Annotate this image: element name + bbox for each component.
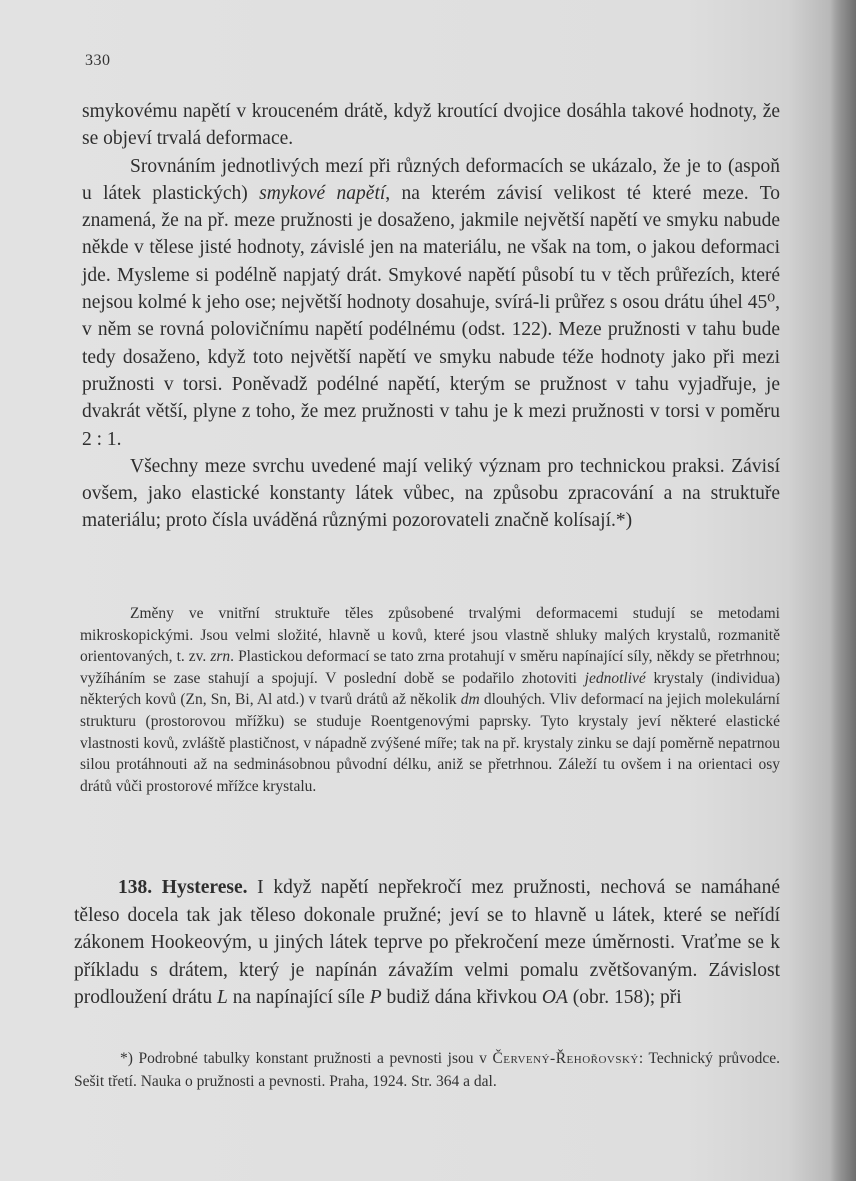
footnote-author: Červený-Řehořovský: [492, 1050, 639, 1067]
variable-L: L: [216, 987, 228, 1008]
paragraph-2-part-a: Srovnáním jednotlivých mezí při různých deformacích se ukázalo, že je to (aspoň u látek plastických): [82, 155, 780, 204]
footnote-part-a: *) Podrobné tabulky konstant pružnosti a pevnosti jsou v: [120, 1050, 493, 1067]
note-emphasis-dm: dm: [460, 691, 480, 709]
page-number: 330: [85, 52, 111, 69]
paragraph-1: smykovému napětí v krouceném drátě, když kroutící dvojice dosáhla takové hodnoty, že se objeví trvalá deformace.: [82, 101, 780, 150]
main-text: [82, 98, 780, 535]
footnote-part-b: : Technický průvodce. Sešit třetí. Nauka o pružnosti a pevnosti. Praha, 1924. Str. 364 a dal.: [74, 1050, 780, 1090]
variable-P: P: [369, 987, 382, 1008]
footnote: [74, 1048, 780, 1093]
section-138: [74, 874, 780, 1012]
page-binding-shadow: [830, 0, 856, 1181]
paragraph-3: Všechny meze svrchu uvedené mají veliký význam pro technickou praksi. Závisí ovšem, jako elastické konstanty látek vůbec, na způsobu zpracování a na struktuře materiálu; proto čísla uváděná různými pozorovateli značně kolísají.*): [82, 455, 780, 532]
paragraph-2: [82, 153, 780, 453]
footnote-paragraph: [74, 1048, 780, 1093]
variable-OA: OA: [541, 987, 568, 1008]
note-paragraph: [80, 603, 780, 797]
note-part-a: Změny ve vnitřní struktuře těles způsobené trvalými deformacemi studují se metodami mikroskopickými. Jsou velmi složité, hlavně u kovů, které jsou vlastně shluky malých krystalů, rozmanitě orientovaných, t. zv.: [80, 605, 780, 666]
paragraph-2-part-b: , na kterém závisí velikost té které meze. To znamená, že na př. meze pružnosti je dosaženo, jakmile největší napětí ve smyku nabude někde v tělese jisté hodnoty, závislé jen na materiálu, ne však na tom, o jakou deformaci jde. Mysleme si podélně napjatý drát. Smykové napětí působí tu v těch průřezích, které nejsou kolmé k jeho ose; největší hodnoty dosahuje, svírá-li průřez s osou drátu úhel 45⁰, v něm se rovná polovičnímu napětí podélnému (odst. 122). Meze pružnosti v tahu bude tedy dosaženo, když toto největší napětí ve smyku nabude téže hodnoty jako při mezi pružnosti v torsi. Poněvadž podélné napětí, kterým se pružnost v tahu vyjadřuje, je dvakrát větší, plyne z toho, že mez pružnosti v tahu je k mezi pružnosti v torsi v poměru 2 : 1.: [82, 182, 780, 450]
note-emphasis-jednotlive: jednotlivé: [584, 669, 646, 687]
emphasis-shear-stress: smykové napětí: [259, 182, 386, 204]
note-part-d: dlouhých. Vliv deformací na jejich molekulární strukturu (prostorovou mřížku) se studuje Roentgenovými paprsky. Tyto krystaly jeví některé elastické vlastnosti kovů, zvláště plastičnost, v nápadně zvýšené míře; tak na př. krystaly zinku se dají poměrně nepatrnou silou protáhnouti až na sedminásobnou původní délku, aniž se přetrhnou. Záleží tu ovšem i na orientaci osy drátů vůči prostorové mřížce krystalu.: [80, 691, 780, 795]
note-emphasis-zrn: zrn: [210, 648, 231, 666]
section-part-a: I když napětí nepřekročí mez pružnosti, nechová se namáhané těleso docela tak jak těleso dokonale pružné; jeví se to hlavně u látek, které se neřídí zákonem Hookeovým, u jiných látek teprve po překročení meze úměrnosti. Vraťme se k příkladu s drátem, který je napínán závažím velmi pomalu zvětšovaným. Závislost prodloužení drátu: [74, 877, 780, 1008]
section-part-c: budiž dána křivkou: [381, 987, 542, 1008]
small-print-note: [80, 603, 780, 797]
note-part-b: . Plastickou deformací se tato zrna protahují v směru napínající síly, někdy se přetrhnou; vyžíháním se zase stahují a spojují. V poslední době se podařilo zhotoviti: [80, 648, 781, 687]
section-part-d: (obr. 158); při: [567, 987, 682, 1008]
section-heading: 138. Hysterese.: [118, 877, 248, 898]
section-paragraph: [74, 874, 780, 1012]
section-part-b: na napínající síle: [227, 987, 370, 1008]
note-part-c: krystaly (individua) některých kovů (Zn, Sn, Bi, Al atd.) v tvarů drátů až několik: [80, 669, 780, 709]
